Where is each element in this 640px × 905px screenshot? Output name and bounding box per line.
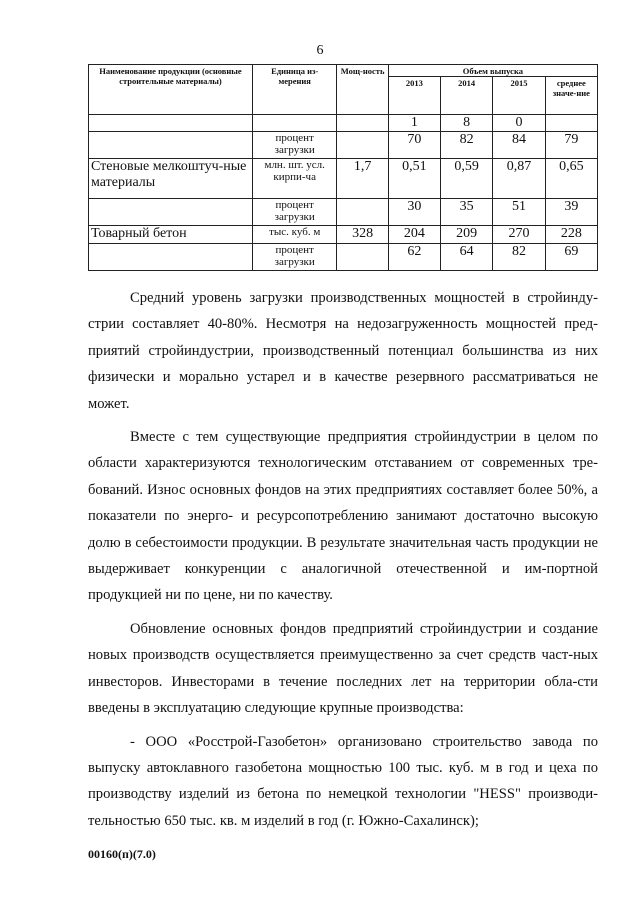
paragraph-rosstroy: - ООО «Росстрой-Газобетон» организовано строительство завода по выпуску автоклавного газобетона мощностью 100 тыс. куб. м в год и цеха по производству изделий из бетона по немецкой технологии "HESS" производи-тельностью 650 тыс. кв. м изделий в год (г. Южно-Сахалинск); bbox=[88, 733, 598, 829]
header-year-2013: 2013 bbox=[388, 77, 440, 115]
body-text bbox=[88, 285, 598, 841]
cell-2013: 1 bbox=[388, 115, 440, 132]
cell-name bbox=[89, 115, 253, 132]
paragraph-renewal: Обновление основных фондов предприятий стройиндустрии и создание новых производств осуществляется преимущественно за счет средств част-ных инвесторов. Инвесторами в течение последних лет на территории обла-сти введены в эксплуатацию следующие крупные производства: bbox=[88, 620, 598, 717]
cell-2013: 30 bbox=[388, 199, 440, 226]
header-year-2015: 2015 bbox=[493, 77, 545, 115]
paragraph-load-level: Средний уровень загрузки производственных мощностей в стройинду-стрии составляет 40-80%. Несмотря на недозагруженность мощностей пред-приятий стройиндустрии, производственный потенциал большинства из них физически и морально устарел и в качестве резервного рассматриваться не может. bbox=[88, 290, 598, 412]
cell-average bbox=[545, 115, 597, 132]
table-row bbox=[89, 199, 598, 226]
cell-2013: 70 bbox=[388, 132, 440, 159]
cell-capacity: 1,7 bbox=[337, 159, 388, 199]
cell-2014: 64 bbox=[441, 244, 493, 271]
header-year-2014: 2014 bbox=[441, 77, 493, 115]
cell-capacity bbox=[337, 199, 388, 226]
cell-name bbox=[89, 132, 253, 159]
table-row bbox=[89, 132, 598, 159]
cell-2013: 0,51 bbox=[388, 159, 440, 199]
cell-name: Товарный бетон bbox=[89, 226, 253, 244]
cell-unit: тыс. куб. м bbox=[252, 226, 336, 244]
cell-capacity bbox=[337, 244, 388, 271]
cell-2014: 35 bbox=[441, 199, 493, 226]
cell-2015: 84 bbox=[493, 132, 545, 159]
cell-2015: 270 bbox=[493, 226, 545, 244]
table-row bbox=[89, 115, 598, 132]
table-row bbox=[89, 159, 598, 199]
cell-2015: 82 bbox=[493, 244, 545, 271]
cell-2014: 0,59 bbox=[441, 159, 493, 199]
header-output-volume: Объем выпуска bbox=[388, 65, 597, 77]
cell-2013: 204 bbox=[388, 226, 440, 244]
cell-unit: процент загрузки bbox=[252, 132, 336, 159]
cell-2015: 51 bbox=[493, 199, 545, 226]
cell-average: 79 bbox=[545, 132, 597, 159]
header-product-name: Наименование продукции (основные строительные материалы) bbox=[89, 65, 253, 115]
paragraph-technological-lag: Вместе с тем существующие предприятия стройиндустрии в целом по области характеризуются технологическим отставанием от современных тре-бований. Износ основных фондов на этих предприятиях составляет более 50%, а показатели по энерго- и ресурсопотреблению занимают достаточно высокую долю в себестоимости продукции. В результате значительная часть продукции не выдерживает конкуренции с аналогичной отечественной и им-портной продукцией ни по цене, ни по качеству. bbox=[88, 429, 598, 604]
header-capacity: Мощ-ность bbox=[337, 65, 388, 115]
cell-unit: процент загрузки bbox=[252, 199, 336, 226]
cell-capacity bbox=[337, 115, 388, 132]
cell-2014: 82 bbox=[441, 132, 493, 159]
header-unit: Единица из-мерения bbox=[252, 65, 336, 115]
page-number: 6 bbox=[316, 43, 324, 58]
production-table bbox=[88, 64, 598, 271]
cell-average: 228 bbox=[545, 226, 597, 244]
cell-name: Стеновые мелкоштуч-ные материалы bbox=[89, 159, 253, 199]
cell-2015: 0,87 bbox=[493, 159, 545, 199]
cell-2013: 62 bbox=[388, 244, 440, 271]
table-row bbox=[89, 244, 598, 271]
cell-capacity bbox=[337, 132, 388, 159]
header-average: среднее значе-ние bbox=[545, 77, 597, 115]
cell-name bbox=[89, 199, 253, 226]
cell-unit: млн. шт. усл. кирпи-ча bbox=[252, 159, 336, 199]
cell-average: 0,65 bbox=[545, 159, 597, 199]
cell-2014: 209 bbox=[441, 226, 493, 244]
document-code: 00160(п)(7.0) bbox=[88, 847, 156, 861]
cell-2015: 0 bbox=[493, 115, 545, 132]
cell-capacity: 328 bbox=[337, 226, 388, 244]
cell-unit bbox=[252, 115, 336, 132]
table-row bbox=[89, 226, 598, 244]
cell-average: 39 bbox=[545, 199, 597, 226]
cell-unit: процент загрузки bbox=[252, 244, 336, 271]
cell-2014: 8 bbox=[441, 115, 493, 132]
cell-name bbox=[89, 244, 253, 271]
cell-average: 69 bbox=[545, 244, 597, 271]
